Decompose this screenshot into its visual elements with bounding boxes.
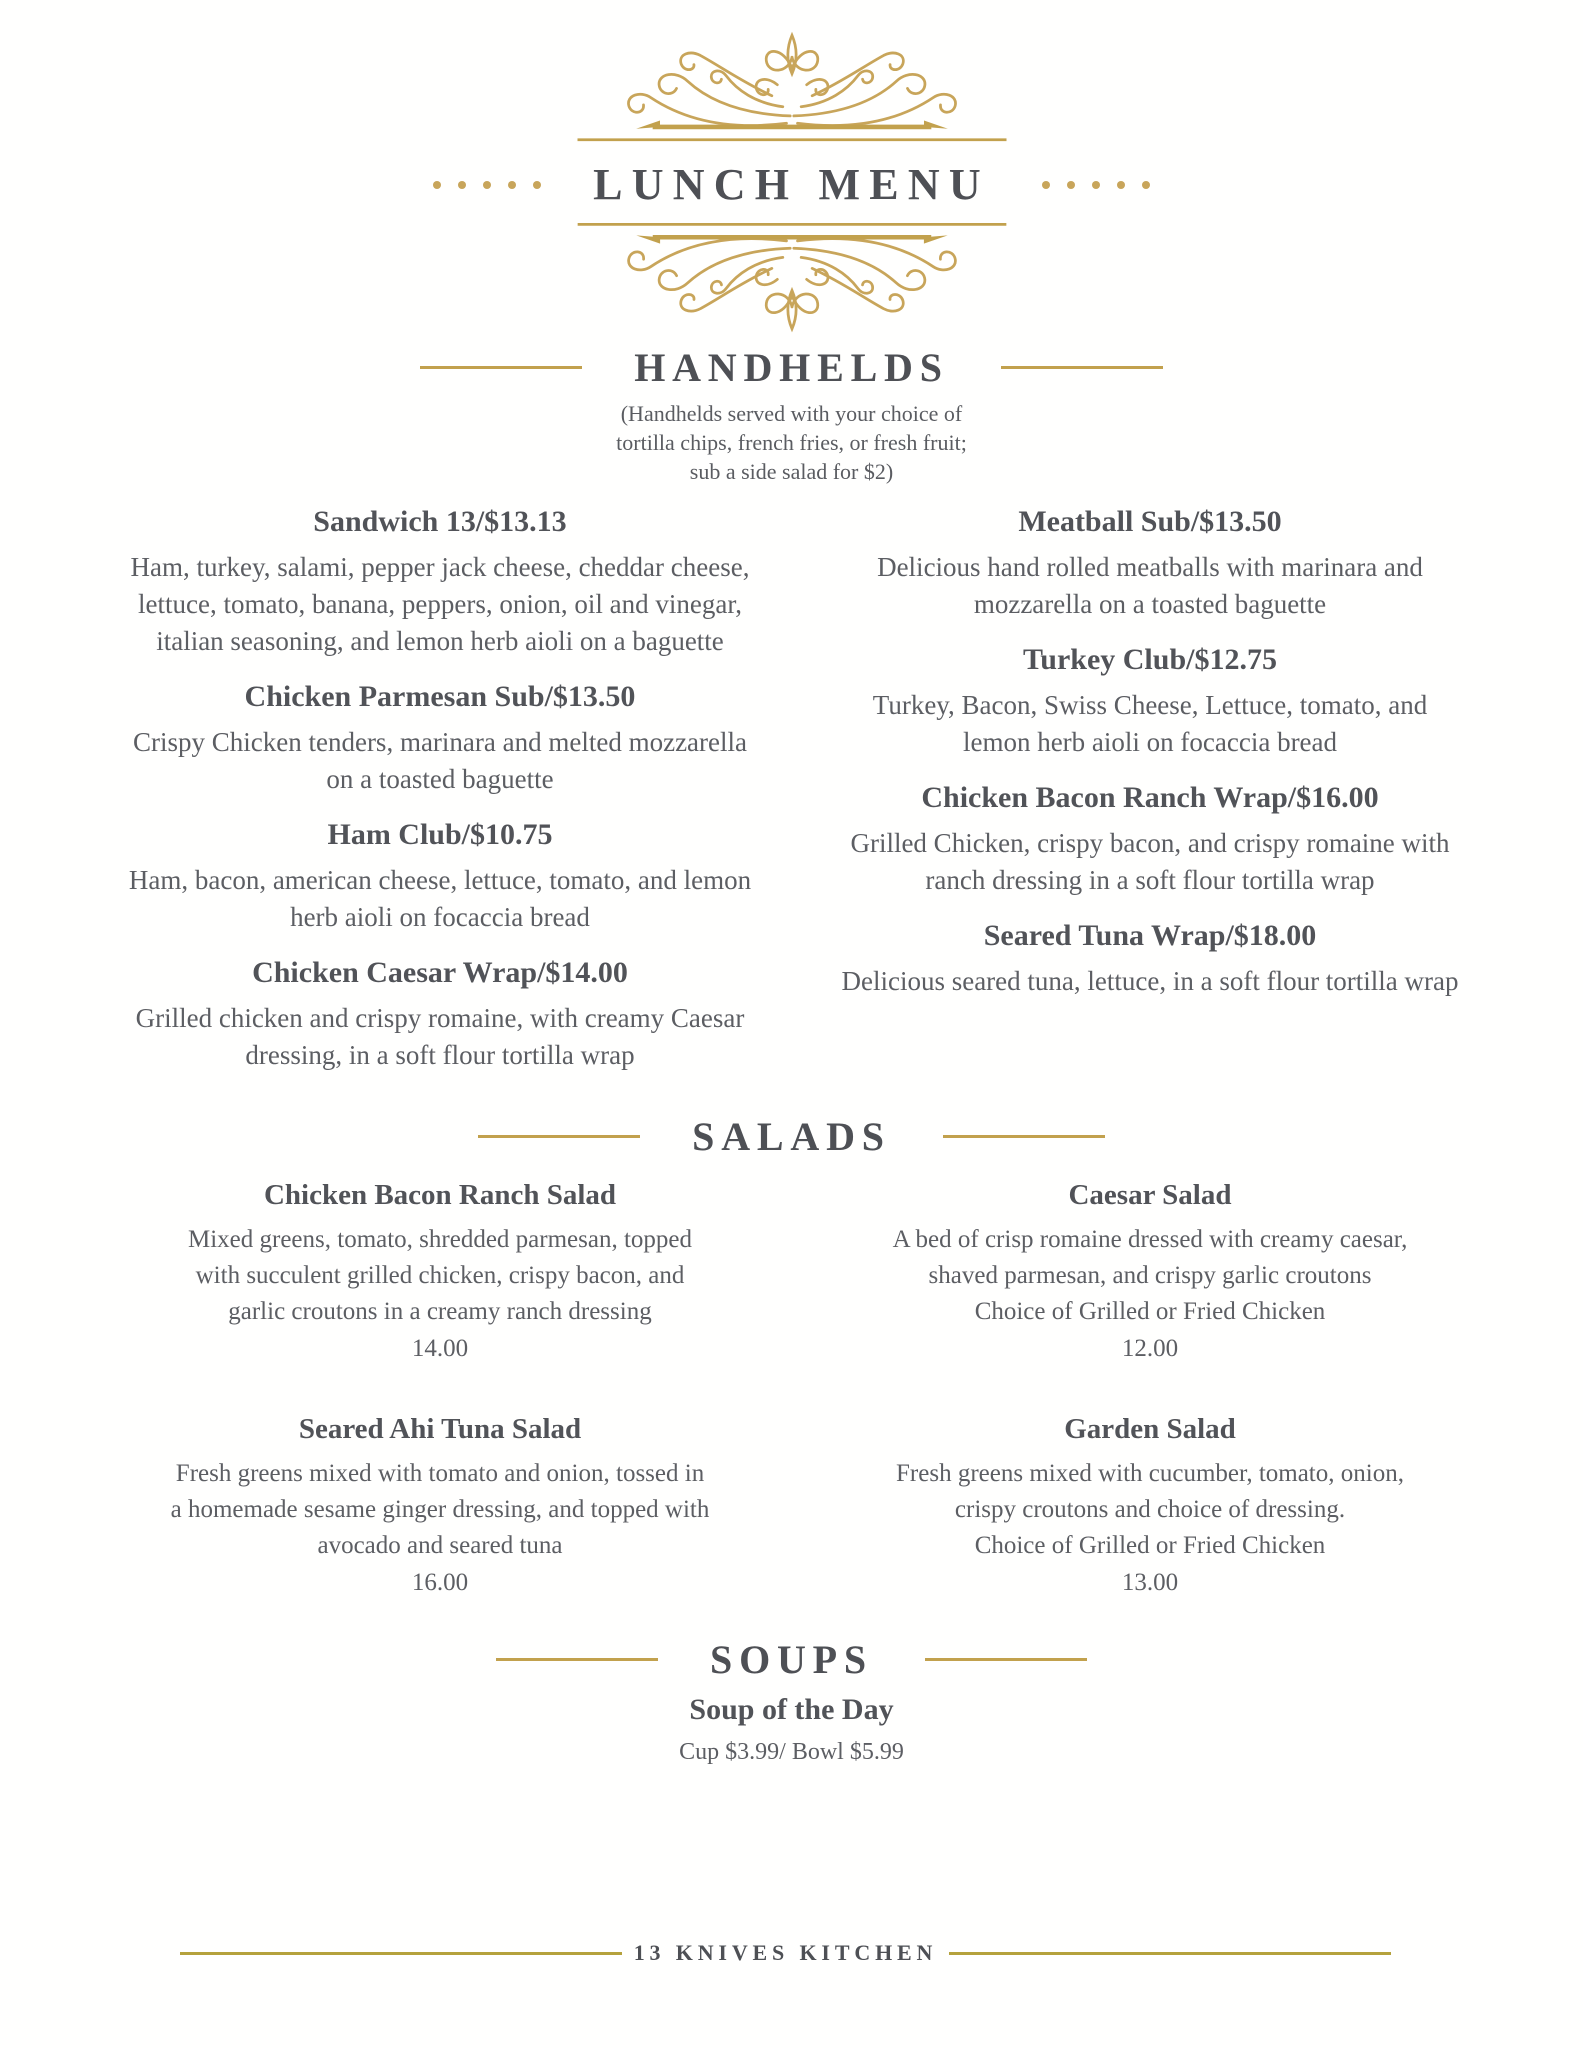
item-title: Garden Salad [1064,1413,1236,1445]
item-option-note: Choice of Grilled or Fried Chicken [974,1298,1326,1325]
handhelds-column-right [795,494,1505,1083]
item-title: Seared Tuna Wrap/$18.00 [983,919,1317,952]
menu-item-garden-salad [795,1410,1505,1602]
footer [180,1940,1391,1966]
dots-left [433,181,541,189]
note-line: tortilla chips, french fries, or fresh fruit; [616,430,967,455]
item-description: A bed of crisp romaine dressed with creamy caesar, shaved parmesan, and crispy garlic croutons [892,1226,1408,1289]
item-title: Meatball Sub/$13.50 [1018,505,1282,538]
dot-icon [433,181,441,189]
flourish-bottom-icon [572,218,1012,338]
section-title-soups: SOUPS [710,1637,873,1682]
gold-rule-left [478,1135,640,1138]
item-description: Mixed greens, tomato, shredded parmesan, topped with succulent grilled chicken, crispy bacon, and garlic croutons in a creamy ranch dressing [187,1226,693,1325]
item-description: Fresh greens mixed with tomato and onion, tossed in a homemade sesame ginger dressing, and topped with avocado and seared tuna [170,1460,710,1559]
dot-icon [533,181,541,189]
menu-item-chicken-parmesan-sub [128,678,753,798]
menu-header [0,0,1583,338]
item-title: Seared Ahi Tuna Salad [298,1413,582,1445]
item-description: Ham, bacon, american cheese, lettuce, tomato, and lemon herb aioli on focaccia bread [128,865,752,932]
handhelds-note [0,399,1583,486]
menu-item-seared-ahi-tuna-salad [85,1410,795,1602]
item-price: 16.00 [411,1569,469,1596]
salads-grid [85,1176,1505,1602]
gold-rule-left [496,1658,658,1661]
section-header-salads [0,1113,1583,1160]
item-description: Delicious hand rolled meatballs with marinara and mozzarella on a toasted baguette [877,552,1423,619]
section-title-salads: SALADS [692,1114,891,1159]
menu-item-meatball-sub [838,503,1463,623]
item-title: Ham Club/$10.75 [327,818,553,851]
item-option-note: Choice of Grilled or Fried Chicken [974,1532,1326,1559]
dot-icon [1092,181,1100,189]
dot-icon [1067,181,1075,189]
menu-item-chicken-caesar-wrap [128,954,753,1074]
gold-rule-right [1001,366,1163,369]
page-title: LUNCH MENU [593,160,990,209]
item-price: 13.00 [1121,1569,1179,1596]
item-description: Grilled Chicken, crispy bacon, and crispy romaine with ranch dressing in a soft flour tortilla wrap [850,828,1450,895]
item-price: 12.00 [1121,1335,1179,1362]
menu-item-seared-tuna-wrap [841,917,1458,1000]
item-title: Soup of the Day [689,1693,894,1726]
item-title: Caesar Salad [1068,1179,1232,1211]
note-line: sub a side salad for $2) [689,459,894,484]
item-title: Turkey Club/$12.75 [1023,643,1277,676]
item-description: Grilled chicken and crispy romaine, with creamy Caesar dressing, in a soft flour tortilla wrap [135,1003,745,1070]
handhelds-columns [85,494,1505,1083]
dot-icon [1117,181,1125,189]
restaurant-name: 13 KNIVES KITCHEN [633,1940,938,1965]
handhelds-column-left [85,494,795,1083]
item-title: Chicken Parmesan Sub/$13.50 [244,680,636,713]
menu-item-soup-of-the-day [0,1693,1583,1766]
section-title-handhelds: HANDHELDS [634,345,949,390]
section-header-soups [0,1636,1583,1683]
title-row [0,159,1583,210]
flourish-top-icon [572,26,1012,149]
menu-item-turkey-club [838,641,1463,761]
item-title: Sandwich 13/$13.13 [313,505,567,538]
dot-icon [458,181,466,189]
menu-item-chicken-bacon-ranch-wrap [838,779,1463,899]
note-line: (Handhelds served with your choice of [620,401,963,426]
menu-item-sandwich-13 [128,503,753,660]
gold-rule-right [943,1135,1105,1138]
item-title: Chicken Bacon Ranch Salad [263,1179,617,1211]
dot-icon [1142,181,1150,189]
gold-rule-right [925,1658,1087,1661]
section-header-handhelds [0,344,1583,391]
dot-icon [1042,181,1050,189]
dot-icon [483,181,491,189]
item-title: Chicken Caesar Wrap/$14.00 [252,956,628,989]
dot-icon [508,181,516,189]
menu-item-caesar-salad [795,1176,1505,1368]
gold-rule-left [420,366,582,369]
footer-rule-right [949,1952,1391,1955]
item-description: Turkey, Bacon, Swiss Cheese, Lettuce, tomato, and lemon herb aioli on focaccia bread [872,690,1428,757]
item-description: Crispy Chicken tenders, marinara and melted mozzarella on a toasted baguette [132,727,747,794]
item-price: 14.00 [411,1335,469,1362]
menu-item-chicken-bacon-ranch-salad [85,1176,795,1368]
item-title: Chicken Bacon Ranch Wrap/$16.00 [921,781,1379,814]
item-price: Cup $3.99/ Bowl $5.99 [679,1739,904,1765]
item-description: Ham, turkey, salami, pepper jack cheese, cheddar cheese, lettuce, tomato, banana, peppers, onion, oil and vinegar, italian seasoning, and lemon herb aioli on a baguette [130,552,750,656]
item-description: Fresh greens mixed with cucumber, tomato, onion, crispy croutons and choice of dressing. [896,1460,1404,1523]
item-description: Delicious seared tuna, lettuce, in a soft flour tortilla wrap [841,966,1459,996]
dots-right [1042,181,1150,189]
menu-item-ham-club [128,816,753,936]
footer-rule-left [180,1952,622,1955]
